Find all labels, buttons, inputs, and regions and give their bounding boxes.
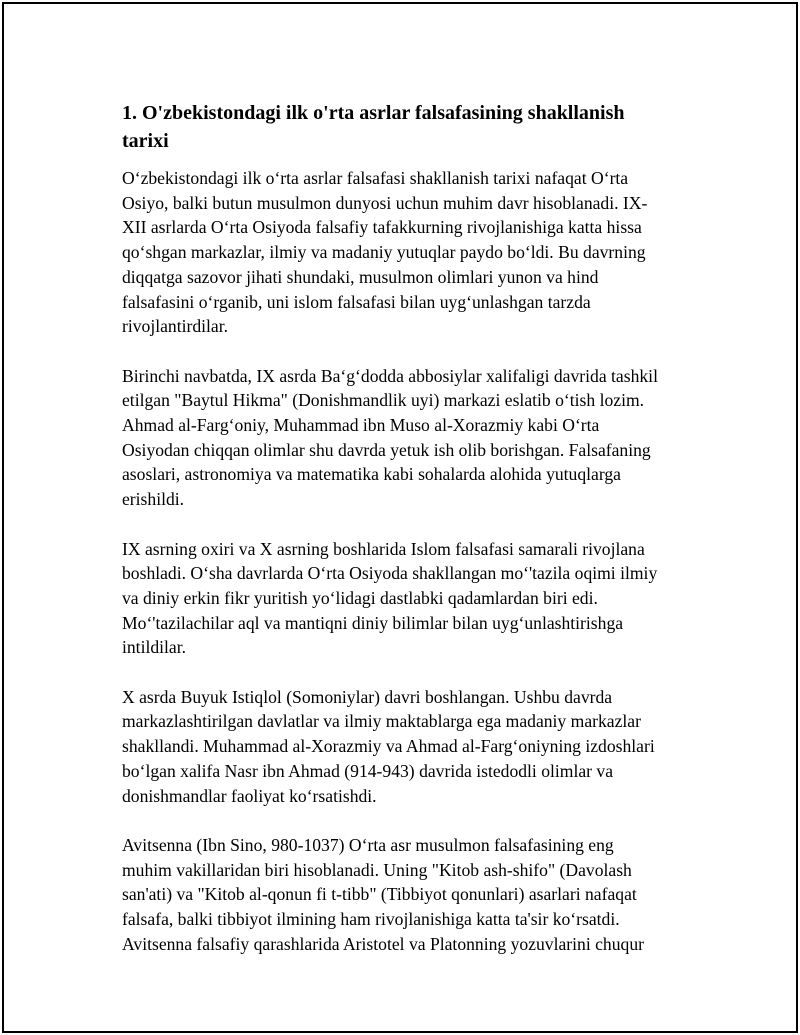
- text-line: muhim vakillaridan biri hisoblanadi. Uning "Kitob ash-shifo" (Davolash: [122, 859, 632, 880]
- section-heading: [122, 99, 692, 155]
- text-line: qo‘shgan markazlar, ilmiy va madaniy yutuqlar paydo bo‘ldi. Bu davrning: [122, 242, 646, 263]
- text-line: O‘zbekistondagi ilk o‘rta asrlar falsafasi shakllanish tarixi nafaqat O‘rta: [122, 168, 629, 188]
- text-line: Avitsenna falsafiy qarashlarida Aristotel va Platonning yozuvlarini chuqur: [122, 933, 644, 954]
- text-line: Osiyodan chiqqan olimlar shu davrda yetuk ish olib borishgan. Falsafaning: [122, 439, 651, 460]
- paragraph: [122, 364, 692, 512]
- text-line: IX asrning oxiri va X asrning boshlarida Islom falsafasi samarali rivojlana: [122, 538, 645, 559]
- text-line: erishildi.: [122, 489, 185, 510]
- paragraph: [122, 833, 692, 957]
- text-line: donishmandlar faoliyat ko‘rsatishdi.: [122, 785, 377, 806]
- paragraph: [122, 537, 692, 661]
- text-line: va diniy erkin fikr yuritish yo‘lidagi dastlabki qadamlardan biri edi.: [122, 587, 598, 608]
- document-body: [122, 99, 692, 981]
- text-line: Ahmad al-Farg‘oniy, Muhammad ibn Muso al-Xorazmiy kabi O‘rta: [122, 415, 600, 436]
- text-line: intildilar.: [122, 637, 187, 658]
- text-line: Birinchi navbatda, IX asrda Ba‘g‘dodda abbosiylar xalifaligi davrida tashkil: [122, 365, 658, 386]
- text-line: falsafasini o‘rganib, uni islom falsafasi bilan uyg‘unlashgan tarzda: [122, 291, 591, 312]
- page-frame: [2, 2, 798, 1033]
- text-line: X asrda Buyuk Istiqlol (Somoniylar) davri boshlangan. Ushbu davrda: [122, 686, 613, 707]
- text-line: etilgan "Baytul Hikma" (Donishmandlik uyi) markazi eslatib o‘tish lozim.: [122, 390, 645, 411]
- text-line: Osiyo, balki butun musulmon dunyosi uchun muhim davr hisoblanadi. IX-: [122, 192, 648, 213]
- text-line: boshladi. O‘sha davrlarda O‘rta Osiyoda shakllangan mo‘'tazila oqimi ilmiy: [122, 563, 658, 584]
- text-line: bo‘lgan xalifa Nasr ibn Ahmad (914-943) davrida istedodli olimlar va: [122, 760, 614, 781]
- text-line: san'ati) va "Kitob al-qonun fi t-tibb" (Tibbiyot qonunlari) asarlari nafaqat: [122, 884, 637, 905]
- text-line: markazlashtirilgan davlatlar va ilmiy maktablarga ega madaniy markazlar: [122, 711, 641, 732]
- paragraph: [122, 685, 692, 809]
- text-line: XII asrlarda O‘rta Osiyoda falsafiy tafakkurning rivojlanishiga katta hissa: [122, 217, 642, 238]
- heading-line: tarixi: [122, 130, 169, 152]
- text-line: Avitsenna (Ibn Sino, 980-1037) O‘rta asr musulmon falsafasining eng: [122, 834, 614, 855]
- text-line: rivojlantirdilar.: [122, 316, 229, 337]
- heading-line: 1. O'zbekistondagi ilk o'rta asrlar falsafasining shakllanish: [122, 102, 625, 124]
- text-line: Mo‘'tazilachilar aql va mantiqni diniy bilimlar bilan uyg‘unlashtirishga: [122, 612, 624, 633]
- text-line: falsafa, balki tibbiyot ilmining ham rivojlanishiga katta ta'sir ko‘rsatdi.: [122, 909, 620, 930]
- text-line: shakllandi. Muhammad al-Xorazmiy va Ahmad al-Farg‘oniyning izdoshlari: [122, 736, 655, 757]
- paragraph: [122, 166, 692, 339]
- text-line: asoslari, astronomiya va matematika kabi sohalarda alohida yutuqlarga: [122, 464, 621, 485]
- text-line: diqqatga sazovor jihati shundaki, musulmon olimlari yunon va hind: [122, 266, 599, 287]
